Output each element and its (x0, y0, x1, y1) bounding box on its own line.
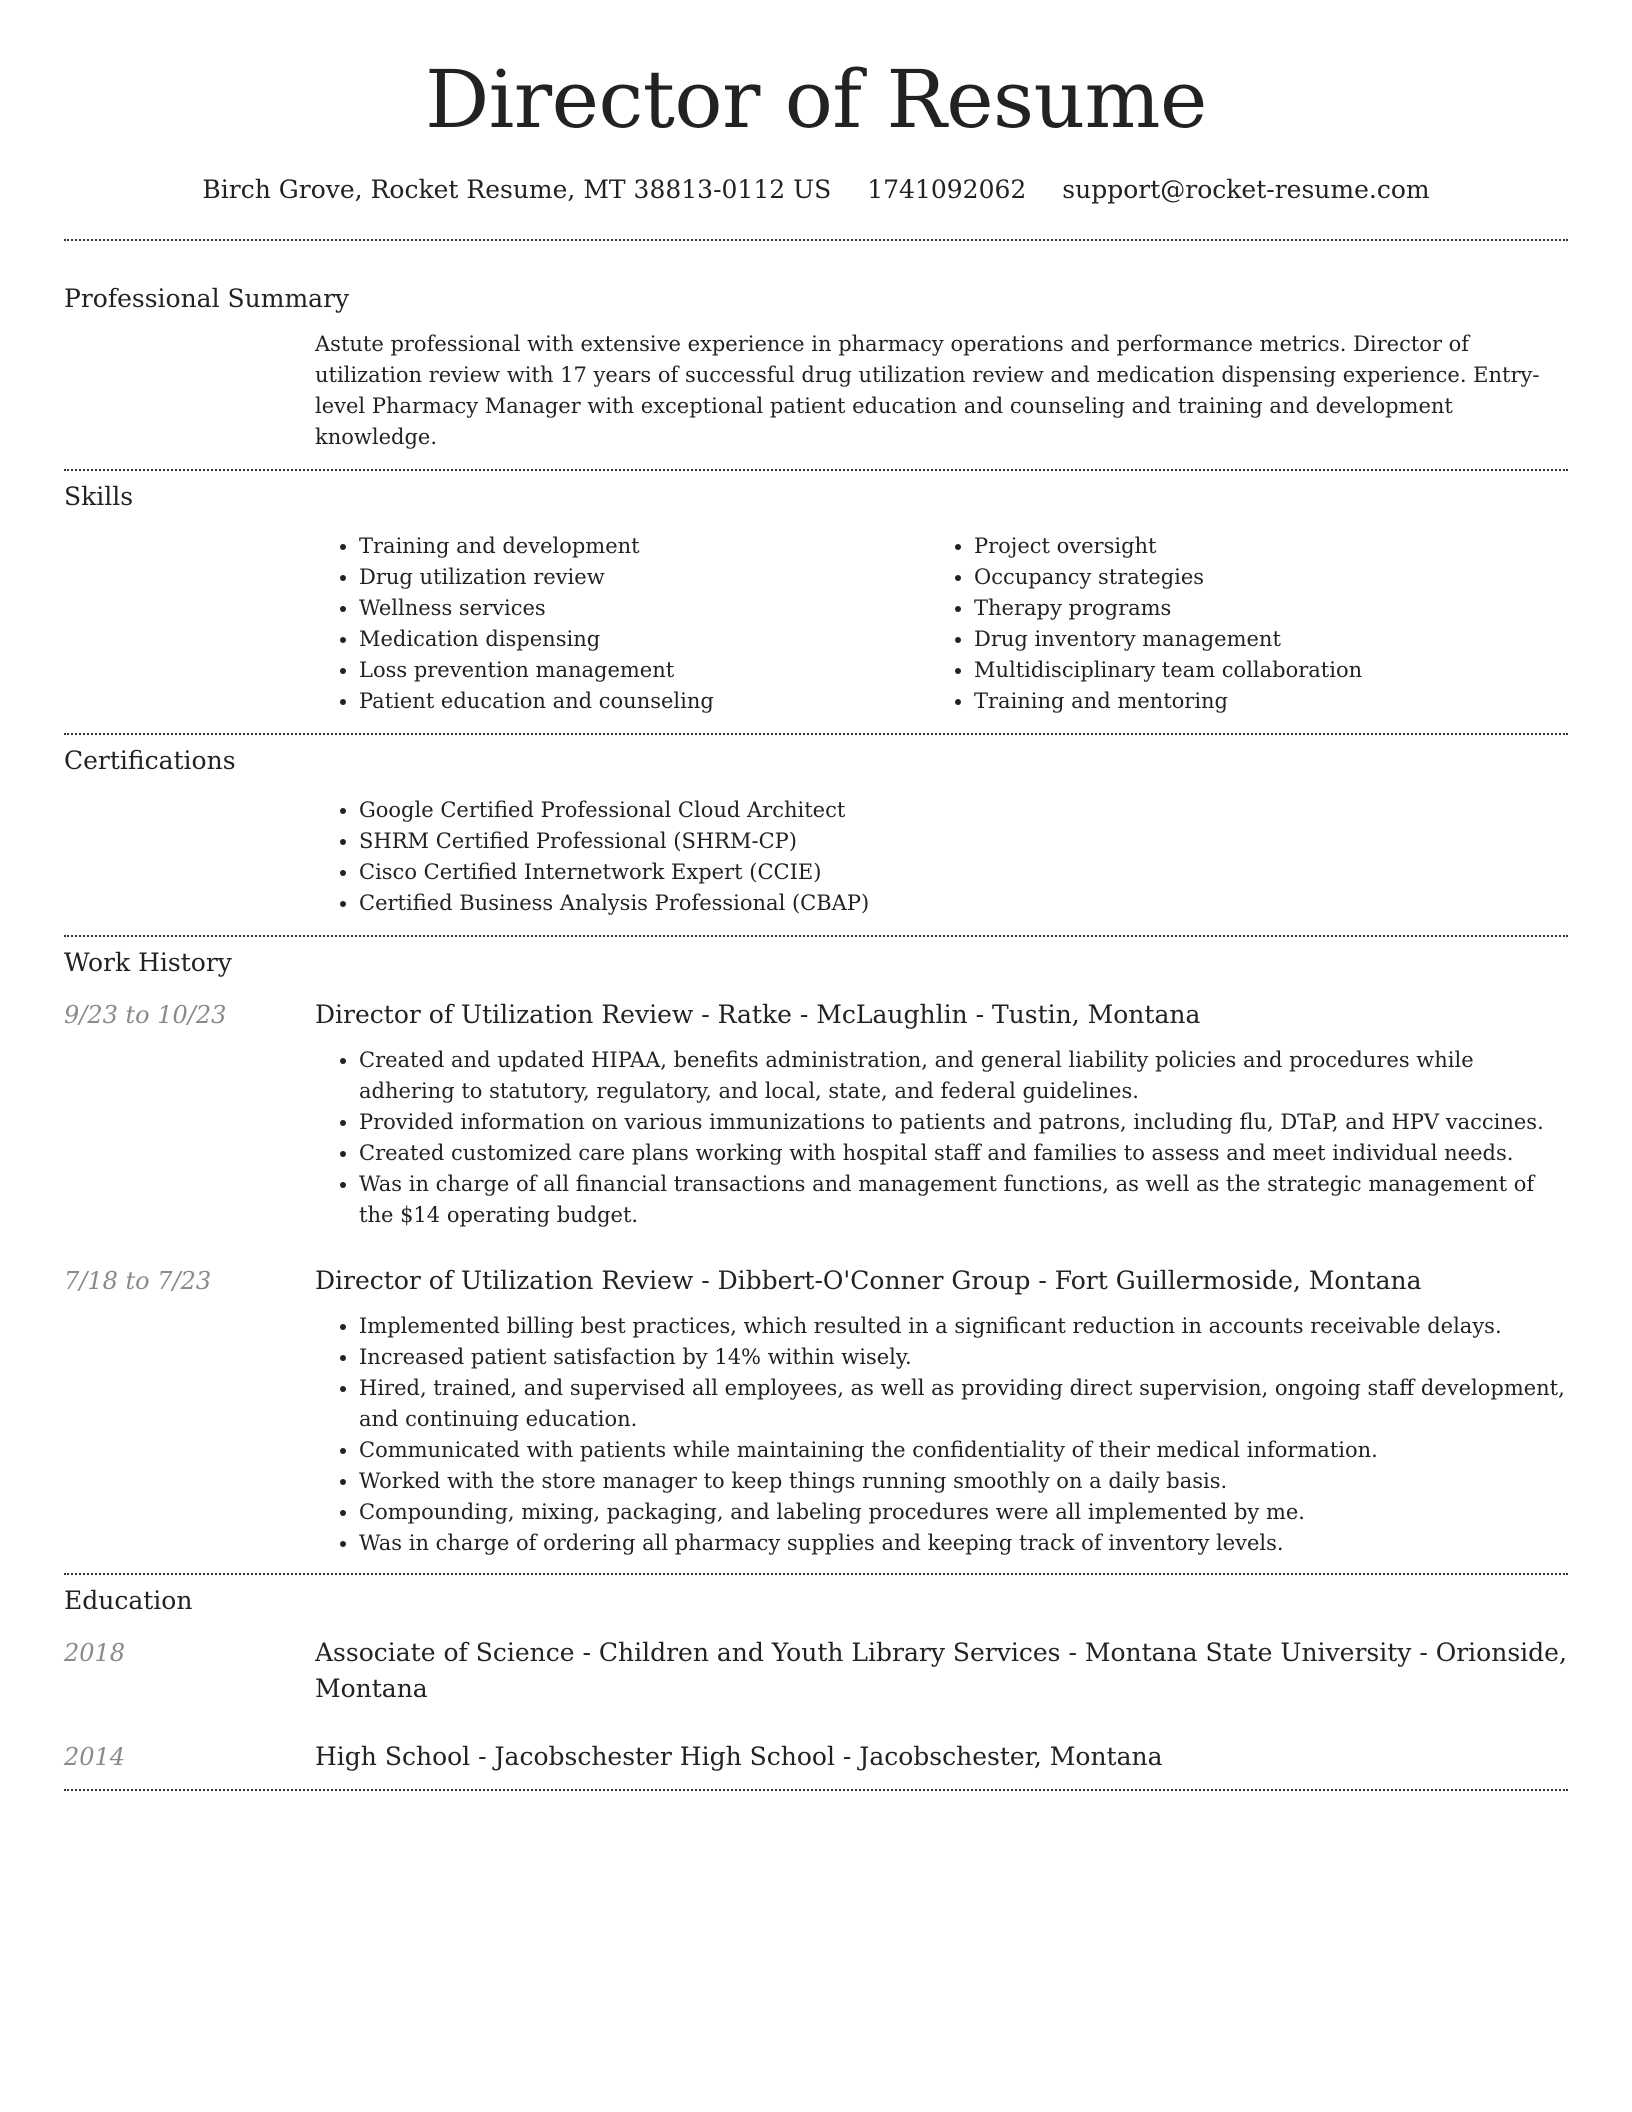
skills-column-right (930, 531, 1545, 717)
skill-item: • Project oversight (974, 531, 1545, 562)
section-title-certifications: Certifications (64, 746, 236, 775)
contact-address: Birch Grove, Rocket Resume, MT 38813-0112 US (202, 175, 832, 204)
work-entry-title: Director of Utilization Review - Ratke - McLaughlin - Tustin, Montana (315, 1000, 1201, 1029)
work-bullet: • Hired, trained, and supervised all employees, as well as providing direct supervision, ongoing staff development, and continuing education. (359, 1373, 1568, 1435)
education-entry-date: 2018 (64, 1639, 126, 1667)
certification-item: • Certified Business Analysis Professional (CBAP) (359, 888, 1568, 919)
summary-text: Astute professional with extensive experience in pharmacy operations and performance metrics. Director of utilization review with 17 years of successful drug utilization review and medication dispensing experience. Entry-level Pharmacy Manager with exceptional patient education and counseling and training and development knowledge. (315, 332, 1540, 449)
skills-body (315, 531, 1568, 733)
skill-item: • Multidisciplinary team collaboration (974, 655, 1545, 686)
skill-item: • Training and development (359, 531, 930, 562)
certification-item: • Google Certified Professional Cloud Architect (359, 795, 1568, 826)
work-entry-date: 7/18 to 7/23 (64, 1267, 212, 1295)
resume-header (64, 0, 1568, 206)
work-bullet: • Implemented billing best practices, which resulted in a significant reduction in accounts receivable delays. (359, 1311, 1568, 1342)
skill-item: • Occupancy strategies (974, 562, 1545, 593)
work-entry-main (315, 1263, 1568, 1559)
contact-phone: 1741092062 (867, 175, 1027, 204)
professional-summary-section (64, 241, 1568, 469)
skill-item: • Medication dispensing (359, 624, 930, 655)
work-bullet: • Provided information on various immunizations to patients and patrons, including flu, DTaP, and HPV vaccines. (359, 1107, 1568, 1138)
work-bullet: • Was in charge of ordering all pharmacy supplies and keeping track of inventory levels. (359, 1528, 1568, 1559)
education-entry (64, 1739, 1568, 1789)
work-bullet: • Compounding, mixing, packaging, and labeling procedures were all implemented by me. (359, 1497, 1568, 1528)
skill-item: • Wellness services (359, 593, 930, 624)
section-title-work: Work History (64, 948, 232, 977)
education-entry-title: Associate of Science - Children and Youth Library Services - Montana State University - Orionside, Montana (315, 1638, 1567, 1703)
work-entry (64, 997, 1568, 1231)
education-entry-main (315, 1739, 1568, 1775)
work-entry-date: 9/23 to 10/23 (64, 1001, 227, 1029)
work-bullet: • Worked with the store manager to keep things running smoothly on a daily basis. (359, 1466, 1568, 1497)
education-entry-main (315, 1635, 1568, 1707)
certifications-body (315, 795, 1568, 935)
education-entry-date: 2014 (64, 1743, 126, 1771)
section-title-skills: Skills (64, 482, 134, 511)
candidate-name: Director of Resume (425, 53, 1207, 146)
work-bullet: • Was in charge of all financial transactions and management functions, as well as the strategic management of the $14 operating budget. (359, 1169, 1568, 1231)
work-entry (64, 1263, 1568, 1573)
section-title-education: Education (64, 1586, 193, 1615)
skill-item: • Loss prevention management (359, 655, 930, 686)
education-entry (64, 1635, 1568, 1707)
certification-item: • SHRM Certified Professional (SHRM-CP) (359, 826, 1568, 857)
skills-column-left (315, 531, 930, 717)
work-entry-main (315, 997, 1568, 1231)
skill-item: • Drug inventory management (974, 624, 1545, 655)
work-bullet: • Increased patient satisfaction by 14% within wisely. (359, 1342, 1568, 1373)
work-bullet: • Created and updated HIPAA, benefits administration, and general liability policies and procedures while adhering to statutory, regulatory, and local, state, and federal guidelines. (359, 1045, 1568, 1107)
work-bullet: • Created customized care plans working with hospital staff and families to assess and meet individual needs. (359, 1138, 1568, 1169)
work-bullet: • Communicated with patients while maintaining the confidentiality of their medical information. (359, 1435, 1568, 1466)
contact-info (64, 174, 1568, 206)
education-section (64, 1575, 1568, 1789)
contact-email[interactable]: support@rocket-resume.com (1062, 175, 1430, 204)
section-divider (64, 1789, 1568, 1791)
work-entry-title: Director of Utilization Review - Dibbert-O'Conner Group - Fort Guillermoside, Montana (315, 1266, 1422, 1295)
certifications-section (64, 735, 1568, 935)
section-title-summary: Professional Summary (64, 284, 350, 313)
skill-item: • Drug utilization review (359, 562, 930, 593)
work-history-section (64, 937, 1568, 1573)
education-entry-title: High School - Jacobschester High School - Jacobschester, Montana (315, 1742, 1163, 1771)
skills-section (64, 471, 1568, 733)
certification-item: • Cisco Certified Internetwork Expert (CCIE) (359, 857, 1568, 888)
skill-item: • Training and mentoring (974, 686, 1545, 717)
skill-item: • Patient education and counseling (359, 686, 930, 717)
skill-item: • Therapy programs (974, 593, 1545, 624)
